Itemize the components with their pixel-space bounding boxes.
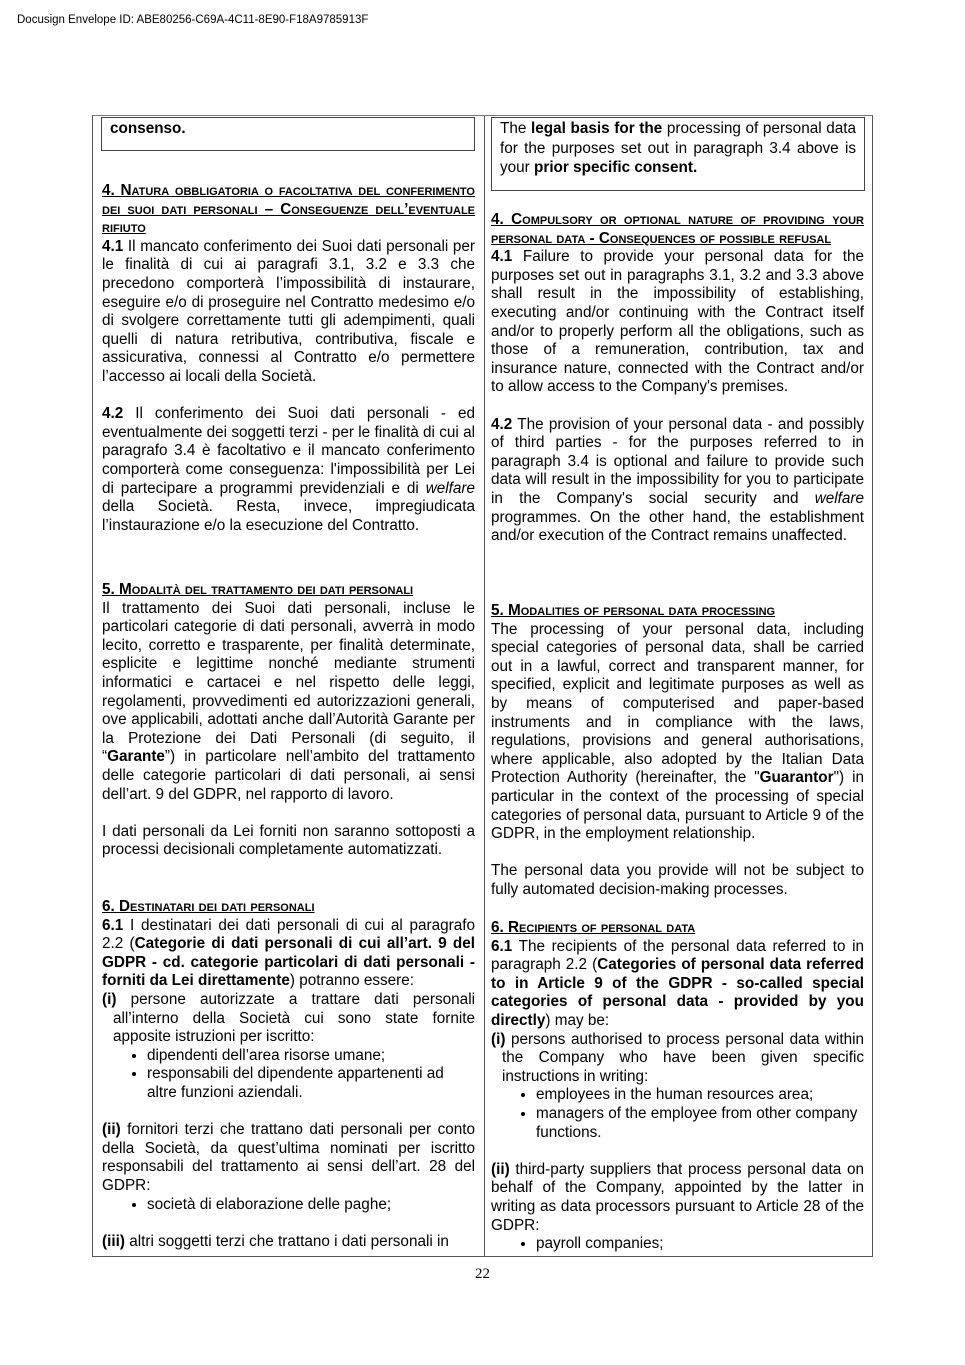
consent-text-en: The legal basis for the processing of personal data for the purposes set out in paragraph 3.4 above is your prior specific consent. (500, 120, 857, 177)
column-divider (484, 116, 485, 1256)
item-i-it: (i) persone autorizzate a trattare dati personali all’interno della Società cui sono state fornite apposite istruzioni per iscritto: (102, 990, 475, 1046)
item-iii-it: (iii) altri soggetti terzi che trattano i dati personali in (102, 1232, 449, 1250)
consent-box-en (491, 117, 865, 191)
para-4-1-en: 4.1 Failure to provide your personal data for the purposes set out in paragraphs 3.1, 3.2 and 3.3 above shall result in the impossibility of establishing, executing and/or continuing with the Contract itself and/or to properly perform all the obligations, such as those of a remuneration, contribution, tax and insurance nature, connected with the Contract and/or to allow access to the Company's premises. (491, 248, 864, 396)
heading-5-it: 5. Modalità del trattamento dei dati personali (102, 581, 414, 598)
para-6-1-en: 6.1 The recipients of the personal data referred to in paragraph 2.2 (Categories of personal data referred to in Article 9 of the GDPR - so-called special categories of personal data - provided by you directly) may be: (491, 937, 864, 1029)
item-i-en: (i) persons authorised to process personal data within the Company who have been given specific instructions in writing: (491, 1030, 864, 1085)
heading-4-en: 4. Compulsory or optional nature of providing your personal data - Consequences of possible refusal (491, 211, 864, 247)
para-4-2-en: 4.2 The provision of your personal data - and possibly of third parties - for the purposes referred to in paragraph 3.4 is optional and failure to provide such data will result in the impossibility for you to participate in the Company's social security and welfare programmes. On the other hand, the establishment and/or execution of the Contract remains unaffected. (491, 415, 864, 545)
list-item: • employees in the human resources area; (536, 1086, 864, 1105)
heading-6-en: 6. Recipients of personal data (491, 919, 696, 936)
bilingual-table (92, 115, 873, 1257)
list-item: • società di elaborazione delle paghe; (147, 1196, 475, 1215)
item-ii-it: (ii) fornitori terzi che trattano dati personali per conto della Società, da quest’ultima nominati per iscritto responsabili del trattamento ai sensi dell’art. 28 del GDPR: (102, 1121, 475, 1194)
section-4-en (491, 211, 864, 546)
section-5-en (491, 602, 864, 900)
consent-box-it (101, 117, 475, 151)
para-5b-it: I dati personali da Lei forniti non saranno sottoposti a processi decisionali completamente automatizzati. (102, 822, 475, 859)
list-i-it (102, 1047, 475, 1103)
para-4-2-it: 4.2 Il conferimento dei Suoi dati personali - ed eventualmente dei soggetti terzi - per le finalità di cui al paragrafo 3.4 è facoltativo e il mancato conferimento comporterà come conseguenza: l'impossibilità per Lei di partecipare a programmi previdenziali e di welfare della Società. Resta, invece, impregiudicata l’instaurazione e/o la esecuzione del Contratto. (102, 405, 475, 534)
para-5-en: The processing of your personal data, including special categories of personal data, shall be carried out in a lawful, correct and transparent manner, for specified, explicit and legitimate purposes as well as by means of computerised and paper-based instruments and in compliance with the laws, regulations, provisions and general authorisations, where applicable, also adopted by the Italian Data Protection Authority (hereinafter, the "Guarantor") in particular in the context of the processing of special categories of personal data, pursuant to Article 9 of the GDPR, in the employment relationship. (491, 620, 864, 843)
heading-6-it: 6. Destinatari dei dati personali (102, 898, 315, 915)
section-6-it (102, 898, 475, 1251)
list-item: • responsabili del dipendente appartenenti ad altre funzioni aziendali. (147, 1065, 475, 1102)
para-5-it: Il trattamento dei Suoi dati personali, incluse le particolari categorie di dati personali, avverrà in modo lecito, corretto e trasparente, per finalità determinate, esplicite e legittime nonché mediante strumenti informatici e cartacei e nel rispetto delle leggi, regolamenti, provvedimenti ed autorizzazioni generali, ove applicabili, adottati anche dall’Autorità Garante per la Protezione dei Dati Personali (di seguito, il “Garante”) in particolare nell’ambito del trattamento delle categorie particolari di dati personali, ai sensi dell’art. 9 del GDPR, nel rapporto di lavoro. (102, 599, 475, 803)
list-item: • managers of the employee from other company functions. (536, 1105, 864, 1142)
para-6-1-it: 6.1 I destinatari dei dati personali di cui al paragrafo 2.2 (Categorie di dati personali di cui all’art. 9 del GDPR - cd. categorie particolari di dati personali - forniti da Lei direttamente) potranno essere: (102, 916, 476, 990)
consent-text-it: consenso. (110, 120, 186, 137)
list-i-en (491, 1086, 864, 1142)
list-ii-en (491, 1235, 864, 1254)
heading-5-en: 5. Modalities of personal data processing (491, 602, 776, 619)
section-4-it (102, 182, 475, 535)
envelope-id: Docusign Envelope ID: ABE80256-C69A-4C11-8E90-F18A9785913F (17, 14, 369, 26)
list-ii-it (102, 1196, 475, 1215)
heading-4-it: 4. Natura obbligatoria o facoltativa del conferimento dei suoi dati personali – Conseguenze dell’eventuale rifiuto (102, 182, 475, 237)
page-number: 22 (475, 1266, 490, 1282)
para-4-1-it: 4.1 Il mancato conferimento dei Suoi dati personali per le finalità di cui ai paragrafi 3.1, 3.2 e 3.3 che precedono comporterà l’impossibilità di instaurare, eseguire e/o di proseguire nel Contratto medesimo e/o di svolgere correttamente tutti gli adempimenti, quali quelli di natura retributiva, contributiva, fiscale e assicurativa, connessi al Contratto e/o permettere l’accesso ai locali della Società. (102, 237, 475, 385)
list-item: • dipendenti dell’area risorse umane; (147, 1047, 475, 1066)
para-5b-en: The personal data you provide will not be subject to fully automated decision-making processes. (491, 862, 864, 898)
list-item: • payroll companies; (536, 1235, 864, 1254)
section-5-it (102, 581, 475, 860)
section-6-en (491, 919, 864, 1254)
item-ii-en: (ii) third-party suppliers that process personal data on behalf of the Company, appointed by the latter in writing as data processors pursuant to Article 28 of the GDPR: (491, 1160, 864, 1234)
